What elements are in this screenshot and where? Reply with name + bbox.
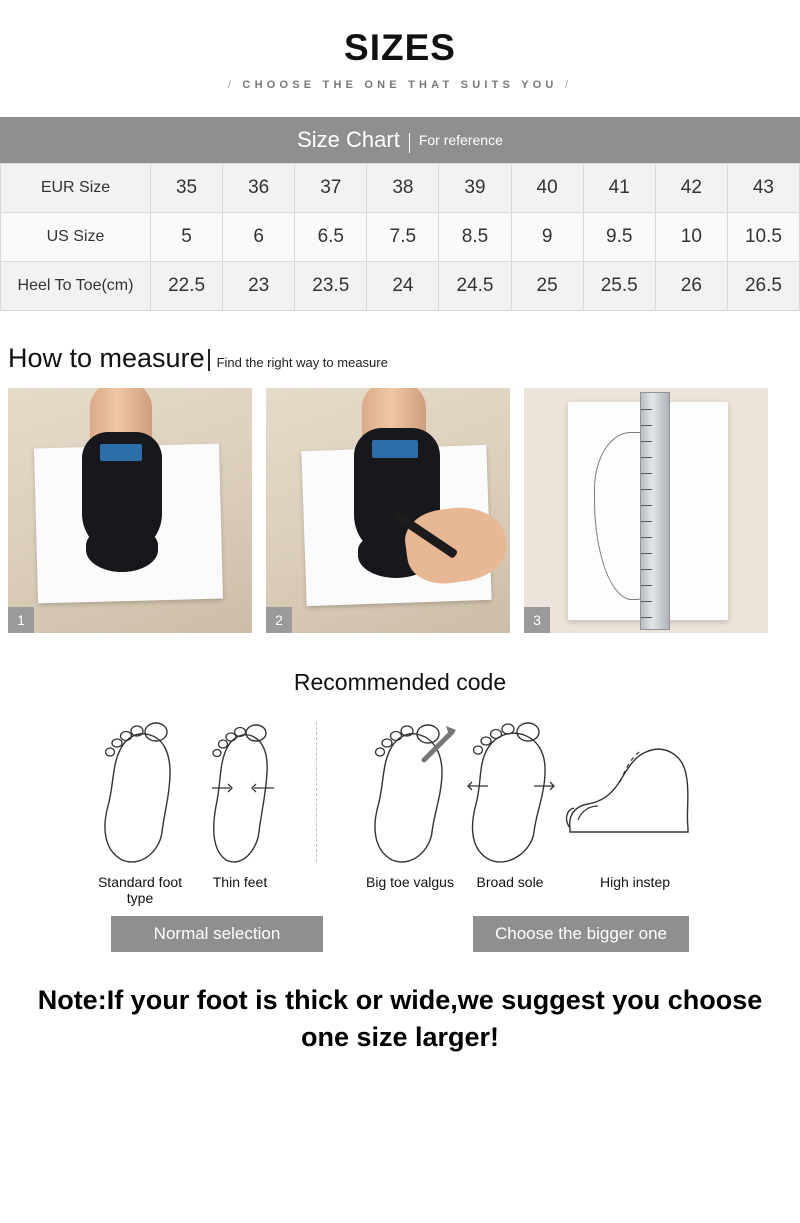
choose-bigger-one-button[interactable]: Choose the bigger one <box>473 916 689 952</box>
row-label-us: US Size <box>1 212 151 261</box>
header-divider <box>409 133 410 153</box>
table-row <box>1 163 800 212</box>
page-header <box>0 0 800 91</box>
measure-step-photo-3 <box>524 388 768 633</box>
measure-photos <box>0 388 800 633</box>
cell-eur-5: 40 <box>511 163 583 212</box>
section-divider <box>316 722 317 862</box>
table-row <box>1 261 800 310</box>
size-chart-note: For reference <box>418 131 503 148</box>
table-row <box>1 212 800 261</box>
cell-heel-7: 26 <box>655 261 727 310</box>
photo-2-scene <box>266 388 510 633</box>
cell-us-0: 5 <box>151 212 223 261</box>
cell-us-5: 9 <box>511 212 583 261</box>
cell-eur-7: 42 <box>655 163 727 212</box>
slash-right: / <box>564 78 573 91</box>
title-divider <box>208 349 210 371</box>
foot-standard-icon <box>92 852 188 869</box>
cell-us-4: 8.5 <box>439 212 511 261</box>
cell-us-6: 9.5 <box>583 212 655 261</box>
foot-type-bigtoe-valgus-label: Big toe valgus <box>366 873 454 890</box>
how-to-measure-title: How to measure <box>8 342 205 373</box>
foot-type-thin-label: Thin feet <box>212 873 268 890</box>
foot-type-high-instep <box>560 710 710 890</box>
foot-type-standard <box>90 710 190 906</box>
step-badge-1: 1 <box>8 607 34 633</box>
foot-type-bigtoe-valgus <box>360 710 460 890</box>
cell-eur-6: 41 <box>583 163 655 212</box>
cell-heel-3: 24 <box>367 261 439 310</box>
foot-type-broad-sole-label: Broad sole <box>476 873 544 890</box>
page-subtitle <box>0 79 800 91</box>
sock-toe-area <box>86 528 158 572</box>
cell-heel-0: 22.5 <box>151 261 223 310</box>
foot-high-instep-icon <box>560 852 710 869</box>
foot-types-row <box>0 710 800 910</box>
foot-type-thin <box>190 710 290 890</box>
measure-step-photo-2 <box>266 388 510 633</box>
cell-heel-1: 23 <box>223 261 295 310</box>
cell-us-7: 10 <box>655 212 727 261</box>
measure-step-photo-1 <box>8 388 252 633</box>
slash-left: / <box>227 78 236 91</box>
how-to-measure-subtitle: Find the right way to measure <box>216 354 388 370</box>
step-badge-2: 2 <box>266 607 292 633</box>
row-label-eur: EUR Size <box>1 163 151 212</box>
photo-1-scene <box>8 388 252 633</box>
cell-heel-4: 24.5 <box>439 261 511 310</box>
foot-bigtoe-valgus-icon <box>362 852 458 869</box>
cell-eur-4: 39 <box>439 163 511 212</box>
cell-eur-8: 43 <box>727 163 799 212</box>
foot-type-standard-label: Standard foot type <box>97 873 183 906</box>
cell-us-1: 6 <box>223 212 295 261</box>
cell-eur-1: 36 <box>223 163 295 212</box>
step-badge-3: 3 <box>524 607 550 633</box>
cell-heel-6: 25.5 <box>583 261 655 310</box>
cell-eur-0: 35 <box>151 163 223 212</box>
size-note: Note:If your foot is thick or wide,we suggest you choose one size larger! <box>37 984 763 1053</box>
cell-us-8: 10.5 <box>727 212 799 261</box>
cell-us-2: 6.5 <box>295 212 367 261</box>
sock-label-tag <box>100 444 142 461</box>
recommended-code-title: Recommended code <box>293 668 507 695</box>
foot-type-high-instep-label: High instep <box>599 873 671 890</box>
cell-us-3: 7.5 <box>367 212 439 261</box>
cell-heel-8: 26.5 <box>727 261 799 310</box>
cell-heel-5: 25 <box>511 261 583 310</box>
cell-heel-2: 23.5 <box>295 261 367 310</box>
row-label-heel-to-toe: Heel To Toe(cm) <box>1 261 151 310</box>
size-chart-section <box>0 117 800 311</box>
page-subtitle-text: CHOOSE THE ONE THAT SUITS YOU <box>242 78 558 91</box>
normal-selection-button[interactable]: Normal selection <box>111 916 323 952</box>
sock-label-tag <box>372 440 418 458</box>
cell-eur-3: 38 <box>367 163 439 212</box>
how-to-measure-header <box>0 342 800 373</box>
page-title: SIZES <box>344 27 456 68</box>
size-chart-header <box>0 117 800 163</box>
foot-thin-icon <box>192 852 288 869</box>
photo-3-scene <box>524 388 768 633</box>
cell-eur-2: 37 <box>295 163 367 212</box>
foot-broad-sole-icon <box>462 852 558 869</box>
foot-type-broad-sole <box>460 710 560 890</box>
size-chart-heading: Size Chart <box>297 126 400 152</box>
recommendation-buttons <box>0 916 800 952</box>
ruler <box>640 392 670 630</box>
size-chart-table <box>0 163 800 311</box>
